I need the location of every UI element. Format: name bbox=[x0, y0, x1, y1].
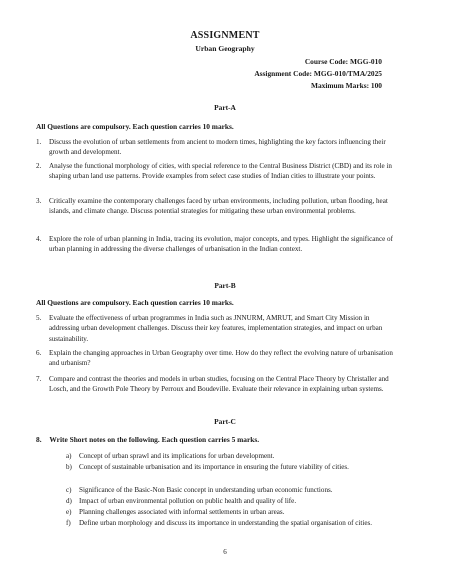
part-a-instruction: All Questions are compulsory. Each question carries 10 marks. bbox=[36, 122, 234, 131]
item-label: d) bbox=[66, 497, 72, 505]
question-5 bbox=[36, 313, 396, 344]
question-number: 2. bbox=[36, 162, 42, 170]
question-text: Write Short notes on the following. Each question carries 5 marks. bbox=[49, 435, 260, 444]
part-c-heading: Part-C bbox=[214, 417, 236, 426]
page-title: ASSIGNMENT bbox=[190, 30, 260, 41]
question-6 bbox=[36, 348, 396, 369]
question-number: 5. bbox=[36, 314, 42, 322]
question-text: Explain the changing approaches in Urban Geography over time. How do they reflect the evolving nature of urbanisation and urbanism? bbox=[49, 349, 393, 368]
question-number: 6. bbox=[36, 349, 42, 357]
question-3 bbox=[36, 196, 396, 217]
item-text: Planning challenges associated with informal settlements in urban areas. bbox=[79, 508, 285, 516]
part-b-instruction: All Questions are compulsory. Each question carries 10 marks. bbox=[36, 298, 234, 307]
course-code: Course Code: MGG-010 bbox=[304, 57, 382, 66]
item-text: Significance of the Basic-Non Basic concept in understanding urban economic functions. bbox=[79, 486, 333, 494]
item-label: c) bbox=[66, 486, 72, 494]
question-text: Compare and contrast the theories and models in urban studies, focusing on the Central Place Theory by Christaller and Losch, and the Growth Pole Theory by Perroux and Boudeville. Evaluate their relevance in explaining urban systems. bbox=[49, 375, 389, 394]
item-label: e) bbox=[66, 508, 72, 516]
short-note-item bbox=[66, 451, 399, 461]
short-note-item bbox=[66, 485, 399, 495]
maximum-marks: Maximum Marks: 100 bbox=[310, 81, 382, 90]
question-number: 3. bbox=[36, 197, 42, 205]
question-number: 4. bbox=[36, 235, 42, 243]
question-text: Analyse the functional morphology of cities, with special reference to the Central Business District (CBD) and its role in shaping urban land use patterns. Provide examples from select case studies of Indian cities to illustrate your points. bbox=[49, 162, 392, 181]
question-2 bbox=[36, 161, 396, 182]
question-number: 1. bbox=[36, 138, 42, 146]
item-text: Concept of sustainable urbanisation and its importance in ensuring the future viability of cities. bbox=[79, 463, 349, 471]
item-label: a) bbox=[66, 452, 72, 460]
question-text: Discuss the evolution of urban settlements from ancient to modern times, highlighting the key factors influencing their growth and development. bbox=[49, 138, 386, 157]
item-text: Define urban morphology and discuss its importance in understanding the spatial organisation of cities. bbox=[79, 519, 373, 527]
question-text: Evaluate the effectiveness of urban programmes in India such as JNNURM, AMRUT, and Smart City Mission in addressing urban development challenges. Discuss their key features, implementation strategies, and impact on urban sustainability. bbox=[49, 314, 383, 343]
page-subtitle: Urban Geography bbox=[195, 44, 255, 53]
part-b-heading: Part-B bbox=[214, 281, 236, 290]
question-number: 7. bbox=[36, 375, 42, 383]
question-number: 8. bbox=[36, 435, 42, 444]
question-8 bbox=[36, 435, 259, 444]
assignment-code: Assignment Code: MGG-010/TMA/2025 bbox=[254, 69, 382, 78]
short-note-item bbox=[66, 507, 399, 517]
question-4 bbox=[36, 234, 396, 255]
question-text: Critically examine the contemporary challenges faced by urban environments, including pollution, urban flooding, heat islands, and climate change. Discuss potential strategies for mitigating these urban environmental problems. bbox=[49, 197, 388, 216]
question-text: Explore the role of urban planning in India, tracing its evolution, major concepts, and types. Highlight the significance of urban planning in addressing the diverse challenges of urbanisation in the Indian context. bbox=[49, 235, 393, 254]
question-7 bbox=[36, 374, 396, 395]
page-number: 6 bbox=[223, 548, 227, 556]
item-label: f) bbox=[66, 519, 71, 527]
short-note-item bbox=[66, 462, 399, 472]
item-text: Impact of urban environmental pollution on public health and quality of life. bbox=[79, 497, 297, 505]
item-text: Concept of urban sprawl and its implications for urban development. bbox=[79, 452, 275, 460]
short-note-item bbox=[66, 518, 399, 528]
item-label: b) bbox=[66, 463, 72, 471]
short-note-item bbox=[66, 496, 399, 506]
question-1 bbox=[36, 137, 396, 158]
part-a-heading: Part-A bbox=[214, 103, 236, 112]
